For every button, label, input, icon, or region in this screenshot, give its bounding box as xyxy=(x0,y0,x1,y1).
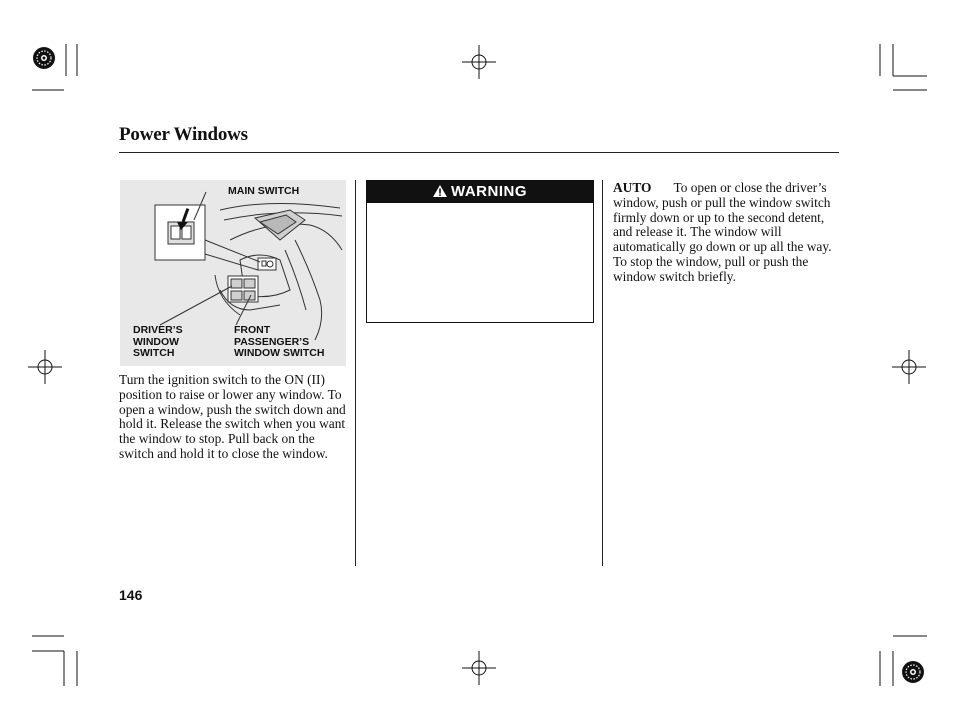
page-title: Power Windows xyxy=(119,124,248,145)
title-rule xyxy=(119,152,839,153)
warning-triangle-icon xyxy=(433,185,447,197)
left-paragraph xyxy=(119,373,347,462)
warning-header xyxy=(367,181,593,203)
power-windows-instructions: Turn the ignition switch to the ON (II) position to raise or lower any window. To open a window, push the switch down and hold it. Release the switch when you want the window to stop. Pull back on the switch and hold it to close the window. xyxy=(119,372,346,461)
auto-paragraph xyxy=(613,181,835,285)
driver-window-switch-label: DRIVER’S WINDOW SWITCH xyxy=(133,324,183,359)
warning-box xyxy=(366,180,594,323)
warning-title: WARNING xyxy=(451,183,527,200)
passenger-window-switch-label: FRONT PASSENGER’S WINDOW SWITCH xyxy=(234,324,325,359)
main-switch-label: MAIN SWITCH xyxy=(228,185,300,197)
page-number: 146 xyxy=(119,587,143,603)
window-switch-illustration xyxy=(120,180,346,366)
auto-description: To open or close the driver’s window, push or pull the window switch firmly down or up to the second detent, and release it. The window will automatically go down or up all the way. To stop the window, pull or push the window switch briefly. xyxy=(613,180,832,284)
column-divider-left xyxy=(355,180,356,566)
auto-label: AUTO xyxy=(613,180,652,195)
column-divider-right xyxy=(602,180,603,566)
